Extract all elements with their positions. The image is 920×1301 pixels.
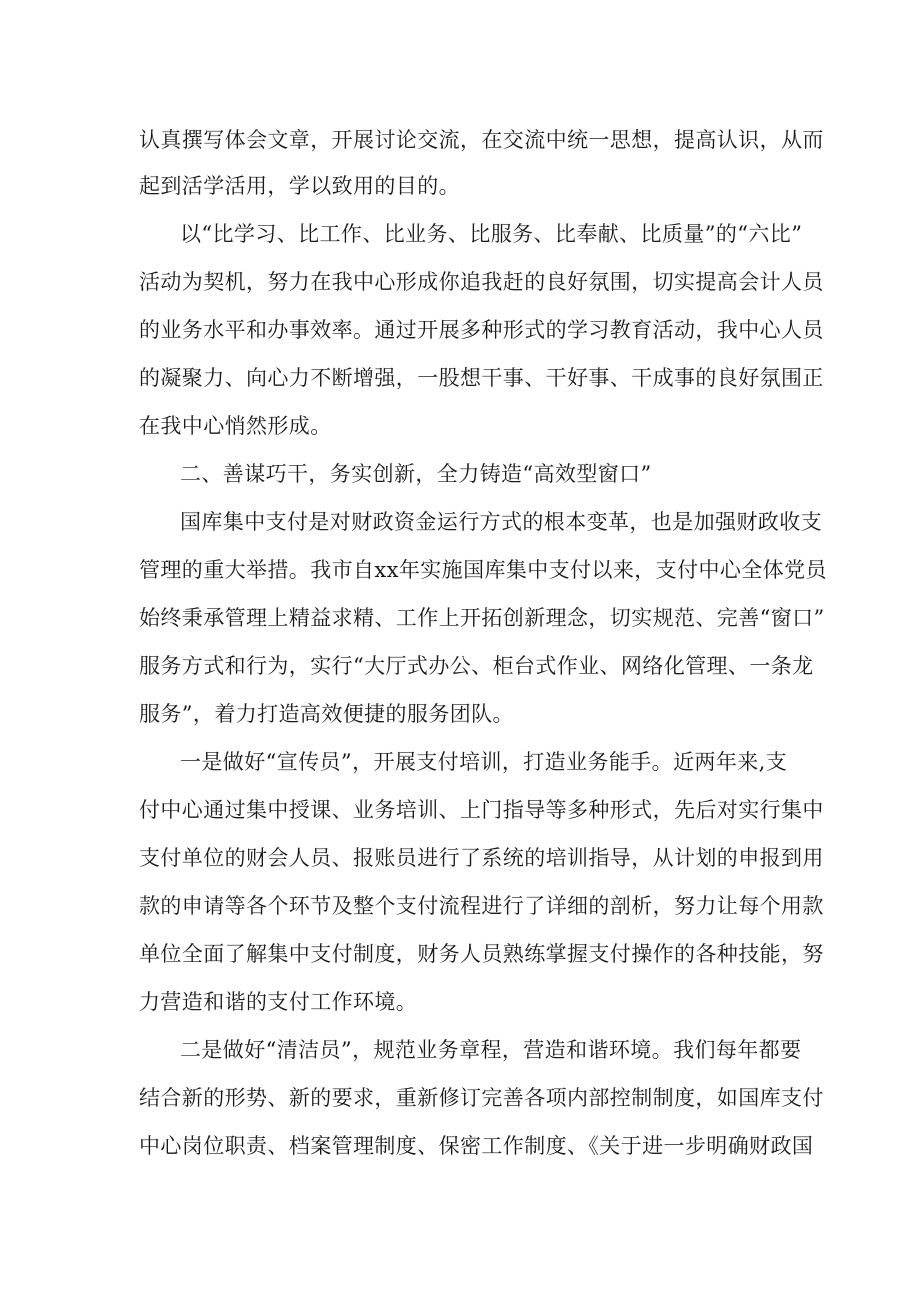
paragraph-line: 认真撰写体会文章，开展讨论交流，在交流中统一思想，提高认识，从而 — [139, 128, 824, 152]
paragraph-line: 一是做好“宣传员”，开展支付培训，打造业务能手。近两年来,支 — [180, 750, 788, 774]
paragraph-line: 结合新的形势、新的要求，重新修订完善各项内部控制制度，如国库支付 — [139, 1086, 824, 1110]
paragraph-line: 的业务水平和办事效率。通过开展多种形式的学习教育活动，我中心人员 — [139, 318, 824, 342]
paragraph-line: 力营造和谐的支付工作环境。 — [139, 990, 418, 1014]
paragraph-line: 款的申请等各个环节及整个支付流程进行了详细的剖析，努力让每个用款 — [139, 894, 824, 918]
paragraph-line: 二是做好“清洁员”，规范业务章程，营造和谐环境。我们每年都要 — [180, 1038, 802, 1062]
paragraph-line: 中心岗位职责、档案管理制度、保密工作制度、《关于进一步明确财政国 — [139, 1134, 814, 1158]
paragraph-line: 管理的重大举措。我市自xx年实施国库集中支付以来，支付中心全体党员 — [139, 558, 827, 582]
paragraph-line: 活动为契机，努力在我中心形成你追我赶的良好氛围，切实提高会计人员 — [139, 270, 824, 294]
paragraph-line: 国库集中支付是对财政资金运行方式的根本变革，也是加强财政收支 — [180, 510, 822, 534]
paragraph-line: 付中心通过集中授课、业务培训、上门指导等多种形式，先后对实行集中 — [139, 798, 824, 822]
section-heading: 二、善谋巧干，务实创新，全力铸造“高效型窗口” — [180, 462, 652, 486]
paragraph-line: 始终秉承管理上精益求精、工作上开拓创新理念，切实规范、完善“窗口” — [139, 606, 825, 630]
paragraph-line: 单位全面了解集中支付制度，财务人员熟练掌握支付操作的各种技能，努 — [139, 942, 824, 966]
paragraph-line: 起到活学活用，学以致用的目的。 — [139, 174, 460, 198]
paragraph-line: 在我中心悄然形成。 — [139, 414, 332, 438]
paragraph-line: 服务”，着力打造高效便捷的服务团队。 — [139, 702, 514, 726]
paragraph-line: 支付单位的财会人员、报账员进行了系统的培训指导，从计划的申报到用 — [139, 846, 824, 870]
paragraph-line: 的凝聚力、向心力不断增强，一股想干事、干好事、干成事的良好氛围正 — [139, 366, 824, 390]
paragraph-line: 以“比学习、比工作、比业务、比服务、比奉献、比质量”的“六比” — [180, 222, 803, 246]
paragraph-line: 服务方式和行为，实行“大厅式办公、柜台式作业、网络化管理、一条龙 — [139, 654, 814, 678]
